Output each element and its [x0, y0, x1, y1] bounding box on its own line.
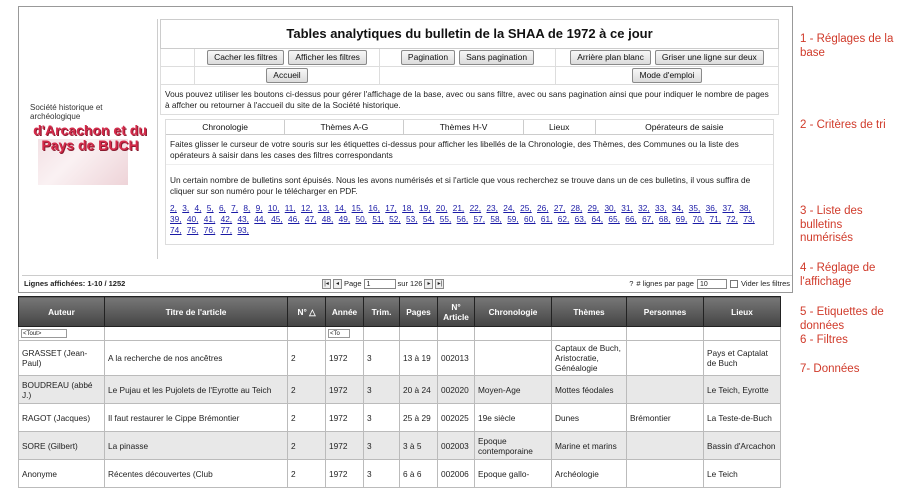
bulletin-link[interactable]: 24, [503, 203, 515, 213]
cell-num: 2 [288, 341, 326, 376]
help-icon[interactable]: ? [629, 279, 634, 288]
control-panel [160, 19, 779, 245]
clear-filters-label[interactable]: Vider les filtres [740, 279, 790, 288]
cell-persons [627, 376, 704, 404]
bulletin-link[interactable]: 10, [267, 203, 280, 213]
col-personnes[interactable]: Personnes [627, 297, 704, 327]
bulletin-link[interactable]: 8, [243, 203, 251, 213]
cell-chrono [475, 341, 552, 376]
bulletin-link[interactable]: 28, [570, 203, 583, 213]
cell-num: 2 [288, 460, 326, 488]
col-numero[interactable]: N° △ [288, 297, 326, 327]
bulletin-link[interactable]: 5, [206, 203, 214, 213]
total-pages: 126 [409, 279, 423, 288]
bulletin-link[interactable]: 4, [194, 203, 202, 213]
cell-title: La pinasse [105, 432, 288, 460]
bulletin-link[interactable]: 3, [182, 203, 190, 213]
bulletin-link[interactable]: 20, [435, 203, 448, 213]
cell-themes: Mottes féodales [552, 376, 627, 404]
col-num-article[interactable]: N° Article [438, 297, 475, 327]
pagination-button[interactable]: Pagination [401, 50, 455, 65]
cell-themes: Marine et marins [552, 432, 627, 460]
note-7: 7- Données [800, 363, 860, 375]
bulletin-link[interactable]: 67, [642, 214, 654, 224]
bulletin-link[interactable]: 37, [722, 203, 734, 213]
cell-persons [627, 460, 704, 488]
cell-chrono: Epoque gallo- [475, 460, 552, 488]
bulletin-link[interactable]: 76, [203, 225, 216, 235]
cell-num: 2 [288, 404, 326, 432]
bulletin-link[interactable]: 15, [351, 203, 364, 213]
bulletin-link[interactable]: 52, [389, 214, 401, 224]
bulletin-link[interactable]: 65, [608, 214, 620, 224]
bulletin-link[interactable]: 72, [726, 214, 738, 224]
white-background-button[interactable]: Arrière plan blanc [570, 50, 651, 65]
note-6: 6 - Filtres [800, 334, 848, 346]
col-lieux[interactable]: Lieux [704, 297, 781, 327]
bulletin-link[interactable]: 59, [507, 214, 519, 224]
title-filter[interactable] [105, 327, 288, 341]
trim-filter[interactable] [364, 327, 400, 341]
bulletin-link[interactable]: 40, [186, 214, 199, 224]
num-filter[interactable] [288, 327, 326, 341]
cell-persons: Brémontier [627, 404, 704, 432]
cell-title: Il faut restaurer le Cippe Brémontier [105, 404, 288, 432]
bulletin-link[interactable]: 32, [638, 203, 650, 213]
cell-year: 1972 [326, 404, 364, 432]
note-4: 4 - Réglage de l'affichage [800, 262, 876, 288]
col-pages[interactable]: Pages [400, 297, 438, 327]
app-frame [18, 6, 793, 293]
cell-themes: Archéologie [552, 460, 627, 488]
col-themes[interactable]: Thèmes [552, 297, 627, 327]
bulletin-link[interactable]: 69, [675, 214, 688, 224]
page-title: Tables analytiques du bulletin de la SHAA de 1972 à ce jour [160, 19, 779, 49]
cell-persons [627, 341, 704, 376]
cell-title: A la recherche de nos ancêtres [105, 341, 288, 376]
bulletin-link[interactable]: 19, [418, 203, 431, 213]
bulletin-link[interactable]: 22, [469, 203, 482, 213]
bulletin-link[interactable]: 77, [220, 225, 233, 235]
bulletin-link[interactable]: 29, [587, 203, 600, 213]
cell-pages: 13 à 19 [400, 341, 438, 376]
bulletin-link[interactable]: 56, [456, 214, 469, 224]
bulletin-link[interactable]: 73, [743, 214, 755, 224]
cell-pages: 6 à 6 [400, 460, 438, 488]
filter-row [19, 327, 781, 341]
cell-places: Le Teich, Eyrotte [704, 376, 781, 404]
bulletin-link[interactable]: 53, [406, 214, 418, 224]
cell-num: 2 [288, 432, 326, 460]
tab-themes-h-v[interactable]: Thèmes H-V [404, 120, 523, 134]
page-select[interactable]: 1 [364, 279, 396, 289]
places-filter[interactable] [704, 327, 781, 341]
cell-chrono: Epoque contemporaine [475, 432, 552, 460]
home-button[interactable]: Accueil [266, 68, 307, 83]
col-annee[interactable]: Année [326, 297, 364, 327]
table-row[interactable] [19, 341, 781, 376]
bulletin-link[interactable]: 66, [625, 214, 637, 224]
bulletin-link[interactable]: 11, [284, 203, 296, 213]
bulletin-link[interactable]: 71, [709, 214, 722, 224]
bulletin-link[interactable]: 33, [655, 203, 667, 213]
cell-art: 002013 [438, 341, 475, 376]
cell-trim: 3 [364, 404, 400, 432]
table-row[interactable] [19, 460, 781, 488]
last-page-icon[interactable]: ▸| [435, 279, 444, 289]
society-logo [22, 19, 158, 259]
bulletin-links [166, 197, 773, 236]
cell-author: RAGOT (Jacques) [19, 404, 105, 432]
cell-trim: 3 [364, 376, 400, 404]
help-button[interactable]: Mode d'emploi [632, 68, 701, 83]
bulletin-link[interactable]: 47, [304, 214, 317, 224]
col-titre[interactable]: Titre de l'article [105, 297, 288, 327]
prev-page-icon[interactable]: ◂ [333, 279, 342, 289]
bulletin-link[interactable]: 45, [271, 214, 283, 224]
note-2: 2 - Critères de tri [800, 119, 886, 131]
note-1: 1 - Réglages de la base [800, 33, 894, 59]
bulletin-link[interactable]: 21, [452, 203, 465, 213]
bulletin-link[interactable]: 7, [231, 203, 239, 213]
cell-trim: 3 [364, 432, 400, 460]
bulletin-link[interactable]: 49, [338, 214, 351, 224]
col-chronologie[interactable]: Chronologie [475, 297, 552, 327]
next-page-icon[interactable]: ▸ [424, 279, 433, 289]
cell-themes: Dunes [552, 404, 627, 432]
article-filter[interactable] [438, 327, 475, 341]
tab-instructions: Faites glisser le curseur de votre souris sur les étiquettes ci-dessus pour afficher les libellés de la Chronologie, des Thèmes, des Communes ou la liste des opérateurs à saisir dans les cases des filtres correspondants [166, 135, 773, 165]
cell-year: 1972 [326, 341, 364, 376]
note-5: 5 - Etiquettes de données [800, 306, 884, 332]
cell-art: 002003 [438, 432, 475, 460]
tab-bar [166, 120, 773, 135]
cell-places: Pays et Captalat de Buch [704, 341, 781, 376]
per-page-select[interactable]: 10 [697, 279, 727, 289]
tab-lieux[interactable]: Lieux [524, 120, 596, 134]
bulletin-link[interactable]: 61, [540, 214, 553, 224]
bulletin-link[interactable]: 6, [218, 203, 226, 213]
bulletin-link[interactable]: 44, [254, 214, 266, 224]
bulletin-link[interactable]: 51, [372, 214, 384, 224]
bulletin-link[interactable]: 43, [237, 214, 249, 224]
header-row [19, 297, 781, 327]
clear-filters-checkbox[interactable] [730, 280, 738, 288]
bulletin-link[interactable]: 35, [688, 203, 701, 213]
bulletin-link[interactable]: 26, [537, 203, 549, 213]
show-filters-button[interactable]: Afficher les filtres [288, 50, 367, 65]
cell-places: La Teste-de-Buch [704, 404, 781, 432]
bulletin-link[interactable]: 23, [486, 203, 498, 213]
bulletin-link[interactable]: 2, [170, 203, 177, 213]
cell-pages: 20 à 24 [400, 376, 438, 404]
per-page-label: # lignes par page [636, 279, 694, 288]
grey-lines-button[interactable]: Griser une ligne sur deux [655, 50, 764, 65]
button-row-2 [160, 67, 779, 85]
info-text: Vous pouvez utiliser les boutons ci-dessus pour gérer l'affichage de la base, avec ou sans filtre, avec ou sans pagination ainsi que pour indiquer le nombre de pages à affcher ou retourner à l'accueil du site de la Société historique. [160, 85, 779, 115]
bulletin-link[interactable]: 41, [203, 214, 216, 224]
button-row-1 [160, 49, 779, 67]
col-auteur[interactable]: Auteur [19, 297, 105, 327]
tab-themes-a-g[interactable]: Thèmes A-G [285, 120, 404, 134]
bulletin-link[interactable]: 68, [658, 214, 671, 224]
lines-displayed: Lignes affichées: 1-10 / 1252 [24, 279, 126, 288]
logo-big-text: d'Arcachon et du Pays de BUCH [33, 122, 147, 153]
pager-bar [22, 275, 792, 291]
cell-art: 002020 [438, 376, 475, 404]
cell-trim: 3 [364, 341, 400, 376]
cell-places: Le Teich [704, 460, 781, 488]
cell-num: 2 [288, 376, 326, 404]
bulletin-link[interactable]: 36, [705, 203, 718, 213]
cell-author: SORE (Gilbert) [19, 432, 105, 460]
bulletin-link[interactable]: 31, [621, 203, 633, 213]
bulletin-link[interactable]: 25, [520, 203, 532, 213]
col-trim[interactable]: Trim. [364, 297, 400, 327]
pages-filter[interactable] [400, 327, 438, 341]
year-filter[interactable]: <To [328, 329, 350, 338]
cell-year: 1972 [326, 432, 364, 460]
bulletin-link[interactable]: 60, [524, 214, 536, 224]
cell-trim: 3 [364, 460, 400, 488]
logo-small-text: Société historique et archéologique [30, 103, 103, 121]
first-page-icon[interactable]: |◂ [322, 279, 331, 289]
cell-year: 1972 [326, 460, 364, 488]
bulletin-link[interactable]: 50, [355, 214, 367, 224]
tab-chronologie[interactable]: Chronologie [166, 120, 285, 134]
bulletin-link[interactable]: 12, [300, 203, 313, 213]
cell-pages: 25 à 29 [400, 404, 438, 432]
bulletin-link[interactable]: 62, [557, 214, 570, 224]
bulletin-link[interactable]: 48, [321, 214, 334, 224]
bulletin-link[interactable]: 9, [255, 203, 263, 213]
cell-art: 002006 [438, 460, 475, 488]
table-row[interactable] [19, 432, 781, 460]
cell-pages: 3 à 5 [400, 432, 438, 460]
bulletin-link[interactable]: 14, [334, 203, 347, 213]
cell-title: Le Pujau et les Pujolets de l'Eyrotte au Teich [105, 376, 288, 404]
table-row[interactable] [19, 376, 781, 404]
cell-chrono: 19e siècle [475, 404, 552, 432]
tabs-panel [165, 119, 774, 245]
bulletin-link[interactable]: 27, [553, 203, 566, 213]
tab-operateurs[interactable]: Opérateurs de saisie [645, 122, 724, 132]
bulletin-link[interactable]: 30, [604, 203, 616, 213]
cell-author: BOUDREAU (abbé J.) [19, 376, 105, 404]
data-table [18, 296, 781, 488]
bulletin-link[interactable]: 54, [422, 214, 435, 224]
hide-filters-button[interactable]: Cacher les filtres [207, 50, 284, 65]
bulletin-link[interactable]: 93, [237, 225, 249, 235]
bulletin-link[interactable]: 39, [170, 214, 182, 224]
cell-chrono: Moyen-Age [475, 376, 552, 404]
bulletin-link[interactable]: 58, [490, 214, 502, 224]
no-pagination-button[interactable]: Sans pagination [459, 50, 534, 65]
bulletin-link[interactable]: 64, [591, 214, 604, 224]
of-label: sur [397, 279, 408, 288]
bulletin-link[interactable]: 75, [186, 225, 199, 235]
cell-places: Bassin d'Arcachon [704, 432, 781, 460]
note-3: 3 - Liste des bulletins numérisés [800, 205, 863, 244]
page-navigation [322, 279, 444, 289]
cell-author: GRASSET (Jean-Paul) [19, 341, 105, 376]
cell-year: 1972 [326, 376, 364, 404]
bulletin-link[interactable]: 18, [402, 203, 414, 213]
cell-art: 002025 [438, 404, 475, 432]
bulletin-link[interactable]: 42, [220, 214, 233, 224]
table-row[interactable] [19, 404, 781, 432]
pager-options [629, 279, 792, 289]
bulletins-info: Un certain nombre de bulletins sont épuisés. Nous les avons numérisés et si l'article que vous recherchez se trouve dans un de ces bulletins, il vous suffira de cliquer sur son numéro pour le télécharger en PDF. [170, 175, 751, 196]
bulletin-link[interactable]: 38, [739, 203, 751, 213]
bulletin-link[interactable]: 17, [385, 203, 397, 213]
bulletin-link[interactable]: 55, [439, 214, 452, 224]
page-label: Page [344, 279, 362, 288]
bulletin-link[interactable]: 13, [317, 203, 330, 213]
bulletin-link[interactable]: 16, [368, 203, 380, 213]
author-filter[interactable]: <Tout> [21, 329, 67, 338]
bulletin-link[interactable]: 63, [574, 214, 587, 224]
bulletin-link[interactable]: 70, [692, 214, 705, 224]
bulletin-link[interactable]: 57, [473, 214, 486, 224]
persons-filter[interactable] [627, 327, 704, 341]
cell-title: Récentes découvertes (Club [105, 460, 288, 488]
cell-persons [627, 432, 704, 460]
cell-author: Anonyme [19, 460, 105, 488]
bulletin-link[interactable]: 34, [671, 203, 684, 213]
bulletin-link[interactable]: 74, [170, 225, 182, 235]
bulletin-link[interactable]: 46, [288, 214, 300, 224]
chrono-filter[interactable] [475, 327, 552, 341]
cell-themes: Captaux de Buch, Aristocratie, Généalogie [552, 341, 627, 376]
themes-filter[interactable] [552, 327, 627, 341]
